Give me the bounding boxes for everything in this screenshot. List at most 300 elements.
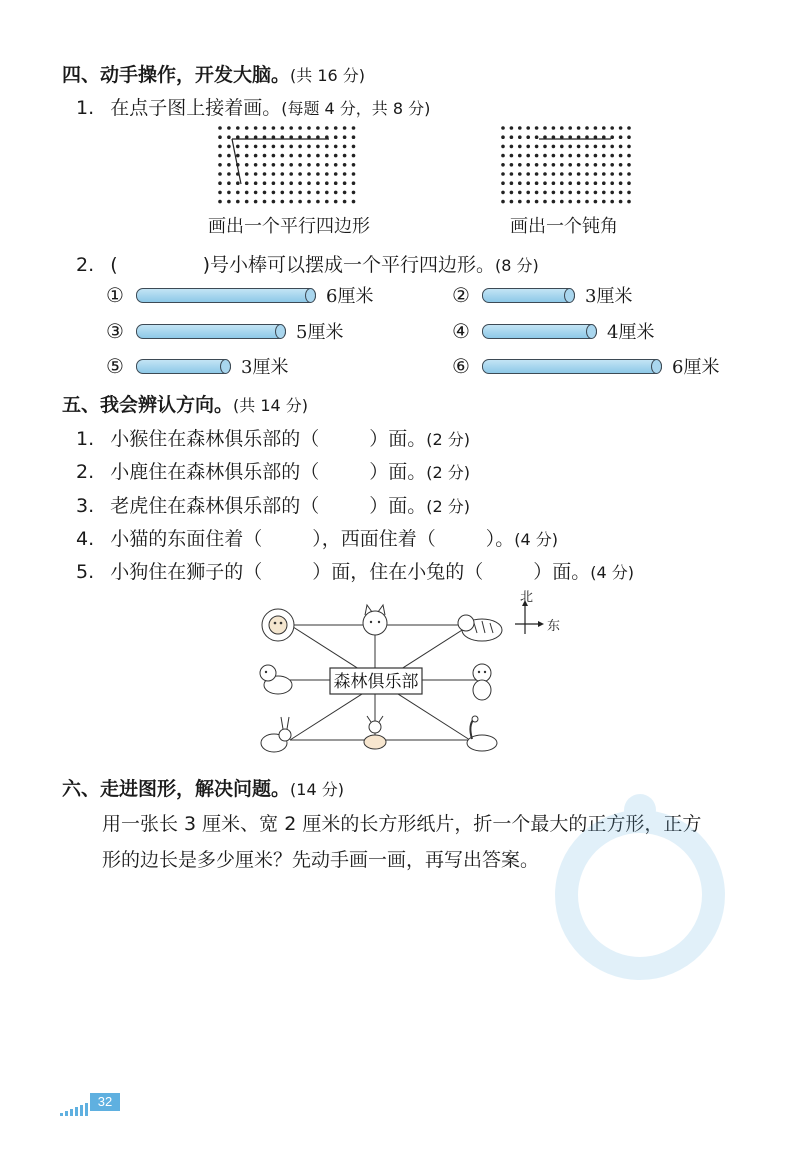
grid-dot (535, 135, 539, 139)
grid-dot (518, 191, 522, 195)
grid-dot (585, 126, 589, 130)
grid-dot (501, 181, 505, 185)
grid-dot (501, 126, 505, 130)
grid-dot (602, 163, 606, 167)
grid-dot (281, 191, 285, 195)
grid-dot (577, 126, 581, 130)
grid-dot (343, 172, 347, 176)
question-5-5: 5. 小狗住在狮子的（ ）面，住在小兔的（ ）面。(4 分) (76, 561, 634, 583)
grid-dot (325, 191, 329, 195)
grid-dot (281, 200, 285, 204)
grid-dot (610, 145, 614, 149)
grid-dot (325, 145, 329, 149)
grid-dot (585, 163, 589, 167)
grid-dot (227, 163, 231, 167)
grid-dot (594, 126, 598, 130)
club-label: 森林俱乐部 (333, 672, 419, 692)
grid-dot (298, 172, 302, 176)
grid-dot (334, 172, 338, 176)
grid-dot (501, 163, 505, 167)
grid-dot (254, 181, 258, 185)
grid-dot (501, 154, 505, 158)
tiger-icon (458, 615, 502, 641)
grid-dot (307, 145, 311, 149)
grid-dot (298, 154, 302, 158)
grid-dot (316, 181, 320, 185)
monkey-icon (473, 664, 491, 700)
grid-dot (298, 145, 302, 149)
grid-dot (627, 154, 631, 158)
grid-dot (627, 145, 631, 149)
question-5-4: 4. 小猫的东面住着（ ），西面住着（ ）。(4 分) (76, 528, 558, 550)
grid-dot (610, 172, 614, 176)
grid-dot (227, 145, 231, 149)
grid-dot (325, 181, 329, 185)
page-bars-decoration (60, 1097, 90, 1116)
grid-dot (568, 126, 572, 130)
grid-dot (560, 191, 564, 195)
question-5-1: 1. 小猴住在森林俱乐部的（ ）面。(2 分) (76, 428, 470, 450)
grid-dot (316, 200, 320, 204)
grid-dot (585, 200, 589, 204)
question-4-2: 2. ( )号小棒可以摆成一个平行四边形。(8 分) (76, 254, 539, 276)
grid-dot (552, 200, 556, 204)
watermark-logo (545, 780, 735, 990)
grid-dot (610, 154, 614, 158)
grid-dot (610, 191, 614, 195)
grid-dot (585, 191, 589, 195)
grid-dot (518, 145, 522, 149)
grid-dot (334, 135, 338, 139)
grid-dot (510, 135, 514, 139)
grid-dot (535, 181, 539, 185)
grid-dot (535, 200, 539, 204)
grid-dot (352, 200, 356, 204)
grid-dot (254, 154, 258, 158)
grid-dot (594, 145, 598, 149)
grid-dot (298, 191, 302, 195)
grid-dot (627, 172, 631, 176)
section-5-title: 五、我会辨认方向。(共 14 分) (62, 394, 309, 416)
stick-bar (136, 359, 231, 374)
grid-dot (526, 145, 530, 149)
grid-dot (343, 154, 347, 158)
grid-dot (619, 145, 623, 149)
grid-dot (526, 126, 530, 130)
grid-dot (526, 163, 530, 167)
grid-dot (263, 126, 267, 130)
question-5-2: 2. 小鹿住在森林俱乐部的（ ）面。(2 分) (76, 461, 470, 483)
grid-dot (254, 191, 258, 195)
grid-dot (272, 200, 276, 204)
grid-dot (518, 163, 522, 167)
grid-dot (236, 191, 240, 195)
grid-dot (352, 181, 356, 185)
grid-dot (281, 163, 285, 167)
grid-dot (610, 200, 614, 204)
grid-dot (602, 191, 606, 195)
grid-dot (535, 154, 539, 158)
grid-dot (236, 154, 240, 158)
grid-dot (316, 154, 320, 158)
grid-dot (568, 163, 572, 167)
grid-dot (518, 154, 522, 158)
dog-icon (260, 665, 292, 694)
grid-dot (619, 163, 623, 167)
grid-dot (627, 135, 631, 139)
grid-dot (298, 181, 302, 185)
grid-dot (510, 172, 514, 176)
grid-dot (526, 200, 530, 204)
dot-grid-left (205, 122, 365, 206)
grid-dot (568, 181, 572, 185)
grid-dot (602, 172, 606, 176)
grid-dot (552, 154, 556, 158)
grid-dot (343, 200, 347, 204)
grid-dot (526, 172, 530, 176)
stick-bar (482, 288, 575, 303)
grid-dot (227, 172, 231, 176)
grid-dot (236, 145, 240, 149)
stick-4: ④ 4厘米 (452, 319, 655, 343)
grid-dot (560, 172, 564, 176)
grid-dot (307, 154, 311, 158)
grid-dot (334, 181, 338, 185)
question-4-1: 1. 在点子图上接着画。(每题 4 分，共 8 分) (76, 97, 431, 119)
grid-dot (585, 181, 589, 185)
grid-dot (227, 191, 231, 195)
grid-dot (518, 126, 522, 130)
grid-dot (236, 126, 240, 130)
grid-dot (325, 126, 329, 130)
grid-dot (352, 172, 356, 176)
grid-dot (594, 172, 598, 176)
grid-dot (552, 163, 556, 167)
stick-bar (482, 359, 662, 374)
grid-dot (510, 191, 514, 195)
grid-dot (289, 172, 293, 176)
grid-dot (627, 126, 631, 130)
grid-dot (227, 135, 231, 139)
grid-dot (218, 145, 222, 149)
grid-dot (577, 145, 581, 149)
grid-dot (610, 181, 614, 185)
grid-dot (526, 181, 530, 185)
grid-dot (245, 191, 249, 195)
grid-dot (281, 126, 285, 130)
grid-dot (289, 163, 293, 167)
grid-dot (535, 145, 539, 149)
grid-dot (245, 126, 249, 130)
grid-dot (281, 172, 285, 176)
grid-dot (543, 154, 547, 158)
cat-icon (363, 605, 387, 635)
grid-dot (568, 145, 572, 149)
grid-dot (510, 181, 514, 185)
grid-dot (218, 154, 222, 158)
grid-dot (501, 135, 505, 139)
grid-dot (227, 181, 231, 185)
grid-dot (334, 145, 338, 149)
grid-dot (602, 181, 606, 185)
grid-dot (619, 172, 623, 176)
grid-dot (227, 154, 231, 158)
grid-dot (343, 145, 347, 149)
page-number: 32 (90, 1093, 120, 1111)
grid-dot (352, 154, 356, 158)
rabbit-icon (261, 717, 291, 752)
grid-dot (560, 163, 564, 167)
stick-bar (136, 288, 316, 303)
grid-dot (245, 154, 249, 158)
grid-dot (552, 145, 556, 149)
grid-dot (585, 145, 589, 149)
stick-5: ⑤ 3厘米 (106, 354, 289, 378)
grid-dot (560, 181, 564, 185)
grid-dot (594, 191, 598, 195)
grid-dot (289, 126, 293, 130)
dot-grid-right (493, 122, 643, 206)
grid-dot (352, 191, 356, 195)
grid-dot (334, 191, 338, 195)
grid-dot (316, 191, 320, 195)
grid-dot (619, 126, 623, 130)
grid-dot (610, 126, 614, 130)
grid-dot (552, 126, 556, 130)
grid-dot (501, 200, 505, 204)
grid-dot (343, 191, 347, 195)
grid-dot (535, 163, 539, 167)
grid-dot (594, 154, 598, 158)
compass (510, 588, 570, 636)
grid-dot (227, 200, 231, 204)
deer-icon (364, 716, 386, 749)
north-label: 北 (520, 590, 534, 605)
grid-dot (602, 145, 606, 149)
grid-dot (307, 200, 311, 204)
grid-dot (316, 126, 320, 130)
grid-dot (543, 200, 547, 204)
stick-2: ② 3厘米 (452, 283, 633, 307)
grid-dot (289, 154, 293, 158)
grid-dot (272, 191, 276, 195)
grid-dot (272, 145, 276, 149)
grid-dot (307, 163, 311, 167)
grid-dot (245, 181, 249, 185)
stick-bar (482, 324, 597, 339)
grid-dot (568, 154, 572, 158)
grid-dot (272, 126, 276, 130)
grid-dot (289, 191, 293, 195)
section-6-title: 六、走进图形，解决问题。(14 分) (62, 778, 344, 800)
grid-dot (627, 181, 631, 185)
grid-dot (298, 126, 302, 130)
grid-dot (543, 145, 547, 149)
grid-dot (254, 172, 258, 176)
caption-parallelogram: 画出一个平行四边形 (208, 216, 370, 237)
grid-dot (281, 145, 285, 149)
grid-dot (577, 181, 581, 185)
grid-dot (594, 200, 598, 204)
grid-dot (263, 145, 267, 149)
grid-dot (526, 135, 530, 139)
grid-dot (352, 145, 356, 149)
grid-dot (510, 126, 514, 130)
grid-dot (281, 154, 285, 158)
grid-dot (510, 163, 514, 167)
section-6-line-2: 形的边长是多少厘米？先动手画一画，再写出答案。 (102, 849, 540, 871)
grid-dot (543, 126, 547, 130)
grid-dot (619, 191, 623, 195)
stick-3: ③ 5厘米 (106, 319, 344, 343)
grid-dot (585, 154, 589, 158)
grid-dot (602, 200, 606, 204)
grid-dot (263, 163, 267, 167)
grid-dot (272, 181, 276, 185)
grid-dot (594, 163, 598, 167)
grid-dot (585, 172, 589, 176)
stick-bar (136, 324, 286, 339)
grid-dot (577, 163, 581, 167)
grid-dot (227, 126, 231, 130)
grid-dot (619, 181, 623, 185)
grid-dot (526, 191, 530, 195)
grid-dot (272, 154, 276, 158)
grid-dot (560, 200, 564, 204)
grid-dot (560, 126, 564, 130)
grid-dot (535, 172, 539, 176)
grid-dot (526, 154, 530, 158)
grid-dot (334, 163, 338, 167)
grid-dot (245, 163, 249, 167)
grid-dot (254, 163, 258, 167)
grid-dot (343, 135, 347, 139)
grid-dot (343, 163, 347, 167)
grid-dot (254, 200, 258, 204)
grid-dot (218, 200, 222, 204)
grid-dot (245, 172, 249, 176)
grid-dot (316, 145, 320, 149)
grid-dot (289, 145, 293, 149)
grid-dot (518, 200, 522, 204)
grid-dot (289, 181, 293, 185)
grid-dot (236, 181, 240, 185)
grid-dot (552, 191, 556, 195)
grid-dot (218, 135, 222, 139)
grid-dot (510, 154, 514, 158)
grid-dot (316, 172, 320, 176)
grid-dot (218, 126, 222, 130)
grid-dot (568, 172, 572, 176)
grid-dot (352, 126, 356, 130)
grid-dot (518, 172, 522, 176)
grid-dot (263, 181, 267, 185)
grid-dot (501, 172, 505, 176)
grid-dot (501, 145, 505, 149)
stick-6: ⑥ 6厘米 (452, 354, 720, 378)
grid-dot (298, 200, 302, 204)
grid-dot (334, 126, 338, 130)
stick-1: ① 6厘米 (106, 283, 374, 307)
grid-dot (263, 172, 267, 176)
grid-dot (602, 126, 606, 130)
grid-dot (602, 154, 606, 158)
grid-dot (568, 191, 572, 195)
grid-dot (325, 154, 329, 158)
grid-dot (218, 163, 222, 167)
grid-dot (254, 145, 258, 149)
grid-dot (627, 200, 631, 204)
grid-dot (236, 200, 240, 204)
grid-dot (343, 181, 347, 185)
goose-icon (467, 716, 497, 751)
grid-dot (619, 200, 623, 204)
section-6-line-1: 用一张长 3 厘米、宽 2 厘米的长方形纸片，折一个最大的正方形，正方 (102, 813, 702, 835)
grid-dot (627, 191, 631, 195)
grid-dot (325, 163, 329, 167)
caption-obtuse-angle: 画出一个钝角 (510, 216, 618, 237)
grid-dot (552, 172, 556, 176)
grid-dot (627, 163, 631, 167)
grid-dot (510, 200, 514, 204)
grid-dot (577, 172, 581, 176)
grid-dot (307, 181, 311, 185)
grid-dot (298, 163, 302, 167)
grid-dot (316, 163, 320, 167)
grid-dot (281, 181, 285, 185)
grid-dot (543, 163, 547, 167)
grid-dot (245, 145, 249, 149)
grid-dot (577, 154, 581, 158)
grid-dot (334, 200, 338, 204)
grid-dot (272, 172, 276, 176)
section-4-title: 四、动手操作，开发大脑。(共 16 分) (62, 64, 366, 86)
grid-dot (272, 163, 276, 167)
grid-dot (307, 126, 311, 130)
grid-dot (263, 200, 267, 204)
grid-dot (543, 191, 547, 195)
grid-dot (218, 181, 222, 185)
grid-dot (218, 191, 222, 195)
grid-dot (352, 163, 356, 167)
grid-dot (568, 200, 572, 204)
east-label: 东 (547, 619, 561, 634)
grid-dot (263, 191, 267, 195)
grid-dot (501, 191, 505, 195)
grid-dot (560, 145, 564, 149)
grid-dot (307, 172, 311, 176)
grid-dot (577, 200, 581, 204)
grid-dot (218, 172, 222, 176)
grid-dot (619, 154, 623, 158)
grid-dot (307, 191, 311, 195)
grid-dot (594, 181, 598, 185)
grid-dot (543, 181, 547, 185)
grid-dot (352, 135, 356, 139)
grid-dot (560, 154, 564, 158)
grid-dot (510, 145, 514, 149)
lion-icon (262, 609, 294, 641)
grid-dot (289, 200, 293, 204)
grid-dot (610, 163, 614, 167)
question-5-3: 3. 老虎住在森林俱乐部的（ ）面。(2 分) (76, 495, 470, 517)
grid-dot (518, 135, 522, 139)
grid-dot (263, 154, 267, 158)
grid-dot (552, 181, 556, 185)
grid-dot (619, 135, 623, 139)
grid-dot (325, 200, 329, 204)
grid-dot (334, 154, 338, 158)
